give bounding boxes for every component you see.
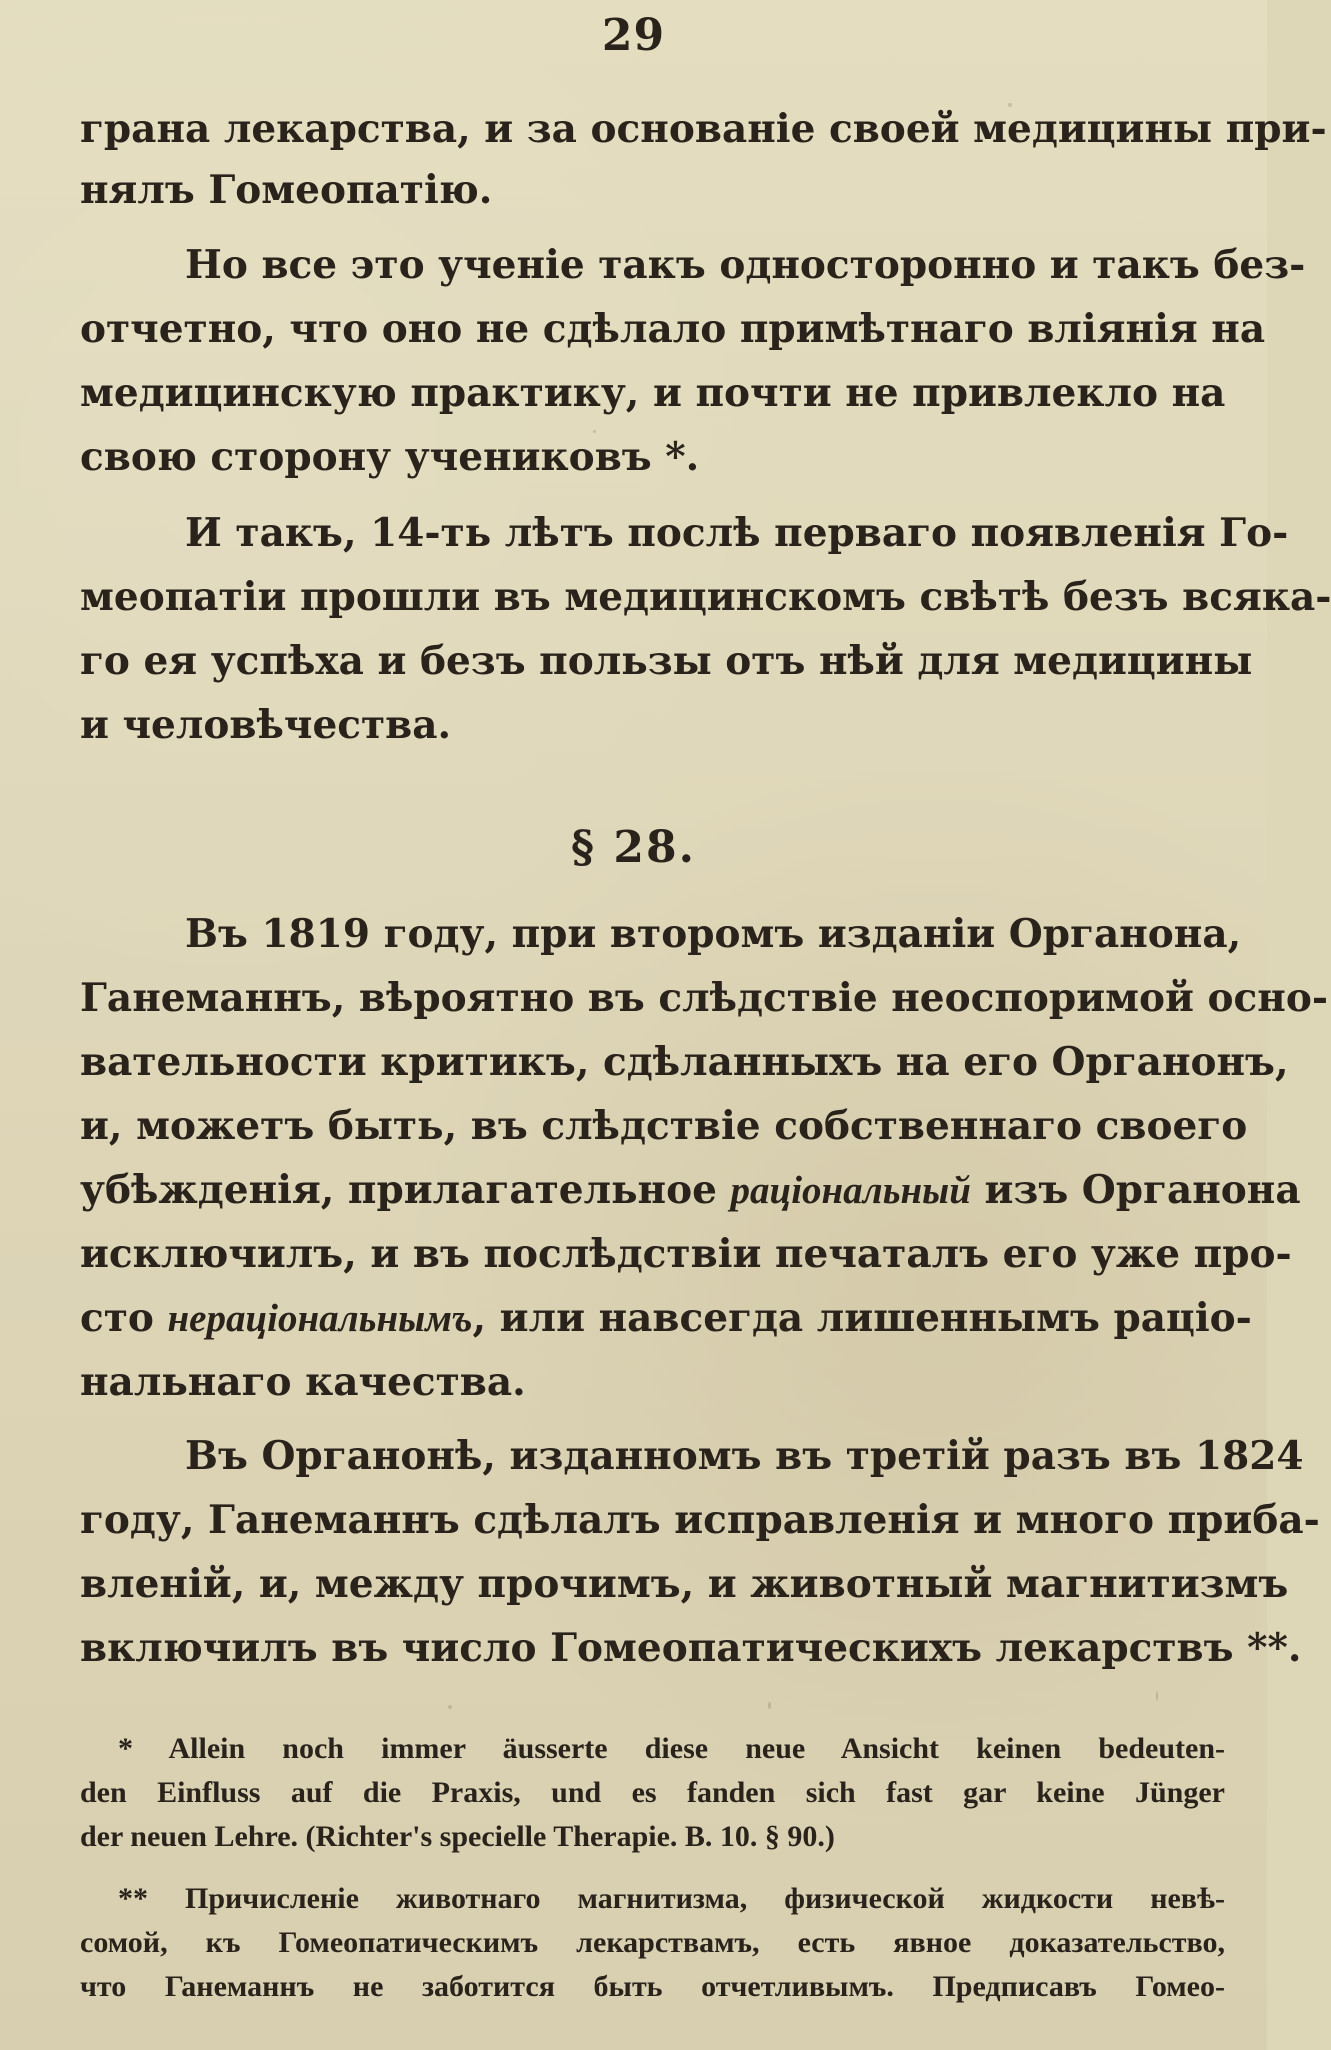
text-line: го ея успѣха и безъ пользы отъ нѣй для медицины <box>80 638 1253 684</box>
text-line: грана лекарства, и за основаніе своей медицины при- <box>80 106 1327 152</box>
text-line: Ганеманнъ, вѣроятно въ слѣдствіе неоспоримой осно- <box>80 975 1329 1021</box>
text-line: медицинскую практику, и почти не привлекло на <box>80 370 1226 416</box>
section-heading: § 28. <box>571 822 696 873</box>
text-segment: изъ Органона <box>970 1167 1301 1213</box>
text-line: и, можетъ быть, въ слѣдствіе собственнаго своего <box>80 1103 1248 1149</box>
print-speck <box>448 1705 452 1709</box>
text-segment: сто <box>80 1295 168 1341</box>
text-line: отчетно, что оно не сдѣлало примѣтнаго вліянія на <box>80 306 1266 352</box>
text-line: вательности критикъ, сдѣланныхъ на его Органонъ, <box>80 1039 1289 1085</box>
text-line: нялъ Гомеопатію. <box>80 167 493 213</box>
text-segment: , или навсегда лишеннымъ раціо- <box>472 1295 1252 1341</box>
footnote-line: что Ганеманнъ не заботится быть отчетливымъ. Предписавъ Гомео- <box>80 1970 1225 2003</box>
print-speck <box>768 1702 771 1709</box>
footnote-line: ** Причисленіе животнаго магнитизма, физической жидкости невѣ- <box>118 1882 1225 1915</box>
italic-term: нераціональнымъ <box>167 1297 473 1340</box>
text-line: Но все это ученіе такъ односторонно и такъ без- <box>185 242 1306 288</box>
footnote-line: сомой, къ Гомеопатическимъ лекарствамъ, есть явное доказательство, <box>80 1926 1225 1959</box>
print-speck <box>1156 1691 1158 1701</box>
italic-term: раціональный <box>730 1169 971 1212</box>
text-line: году, Ганеманнъ сдѣлалъ исправленія и много приба- <box>80 1497 1320 1543</box>
text-line-with-italic <box>80 1166 1301 1214</box>
text-line: меопатіи прошли въ медицинскомъ свѣтѣ безъ всяка- <box>80 574 1331 620</box>
text-line-with-italic <box>80 1294 1252 1342</box>
footnote-line: der neuen Lehre. (Richter's specielle Therapie. B. 10. § 90.) <box>80 1820 835 1853</box>
text-line: вленій, и, между прочимъ, и животный магнитизмъ <box>80 1561 1289 1607</box>
text-segment: убѣжденія, прилагательное <box>80 1167 731 1213</box>
text-line: И такъ, 14-ть лѣтъ послѣ перваго появленія Го- <box>185 510 1289 556</box>
print-speck <box>1008 103 1012 107</box>
text-line: исключилъ, и въ послѣдствіи печаталъ его уже про- <box>80 1231 1292 1277</box>
text-line: и человѣчества. <box>80 702 452 748</box>
footnote-line: * Allein noch immer äusserte diese neue Ansicht keinen bedeuten- <box>118 1732 1225 1765</box>
text-line: Въ 1819 году, при второмъ изданіи Органона, <box>185 911 1242 957</box>
text-line: свою сторону учениковъ *. <box>80 434 700 480</box>
text-line: нальнаго качества. <box>80 1359 526 1405</box>
text-line: Въ Органонѣ, изданномъ въ третій разъ въ 1824 <box>185 1433 1304 1479</box>
print-speck <box>593 430 596 433</box>
text-line: включилъ въ число Гомеопатическихъ лекарствъ **. <box>80 1625 1302 1671</box>
page-number: 29 <box>601 10 666 61</box>
footnote-line: den Einfluss auf die Praxis, und es fanden sich fast gar keine Jünger <box>80 1776 1225 1809</box>
